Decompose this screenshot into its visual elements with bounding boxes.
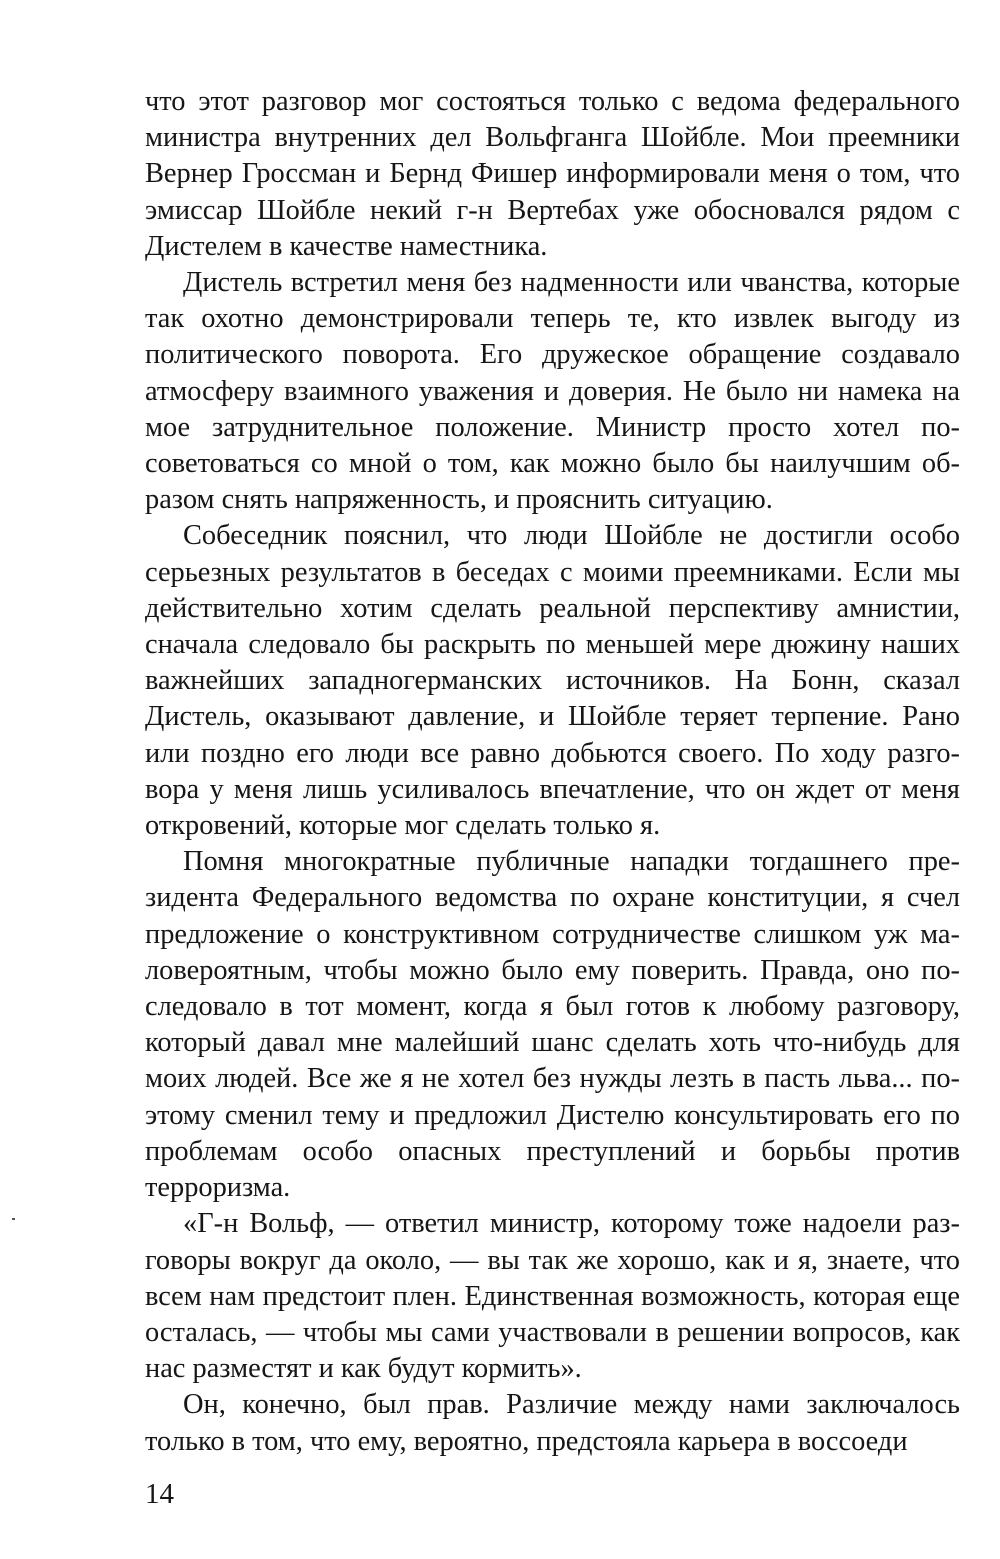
paragraph-5: «Г-н Вольф, — ответил министр, которому тоже надоели разговоры вокруг да около, — вы так же хорошо, как и я, знаете, что всем нам предстоит плен. Единственная возможность, которая еще осталась, — чтобы мы сами участвовали в решении вопросов, как нас разместят и как будут кормить». <box>145 1208 960 1385</box>
scan-speck <box>12 1218 15 1220</box>
paragraph-6: Он, конечно, был прав. Различие между нами заключалось только в том, что ему, вероятно, предстояла карьера в воссоеди <box>145 1389 960 1457</box>
body-text <box>145 84 960 1460</box>
paragraph-2: Дистель встретил меня без надменности или чванства, которые так охотно демонстрировали теперь те, кто извлек выгоду из политического поворота. Его дружеское обращение создавало атмосферу взаимного уважения и доверия. Не было ни намека на мое затруднительное положение. Министр просто хотел посоветоваться со мной о том, как можно было бы наилучшим образом снять напряженность, и прояснить ситуацию. <box>145 267 960 516</box>
page-number: 14 <box>145 1478 174 1510</box>
paragraph-1: что этот разговор мог состояться только с ведома федерального министра внутренних дел Вольфганга Шойбле. Мои преемники Вернер Гроссман и Бернд Фишер информировали меня о том, что эмиссар Шойбле некий г-н Вертебах уже обосновался рядом с Дистелем в качестве наместника. <box>145 86 960 262</box>
paragraph-4: Помня многократные публичные нападки тогдашнего президента Федерального ведомства по охране конституции, я счел предложение о конструктивном сотрудничестве слишком уж маловероятным, чтобы можно было ему поверить. Правда, оно последовало в тот момент, когда я был готов к любому разговору, который давал мне малейший шанс сделать хоть что-нибудь для моих людей. Все же я не хотел без нужды лезть в пасть льва... поэтому сменил тему и предложил Дистелю консультировать его по проблемам особо опасных преступлений и борьбы против терроризма. <box>145 846 960 1204</box>
paragraph-3: Собеседник пояснил, что люди Шойбле не достигли особо серьезных результатов в беседах с моими преемниками. Если мы действительно хотим сделать реальной перспективу амнистии, сначала следовало бы раскрыть по меньшей мере дюжину наших важнейших западногерманских источников. На Бонн, сказал Дистель, оказывают давление, и Шойбле теряет терпение. Рано или поздно его люди все равно добьются своего. По ходу разговора у меня лишь усиливалось впечатление, что он ждет от меня откровений, которые мог сделать только я. <box>145 520 960 842</box>
